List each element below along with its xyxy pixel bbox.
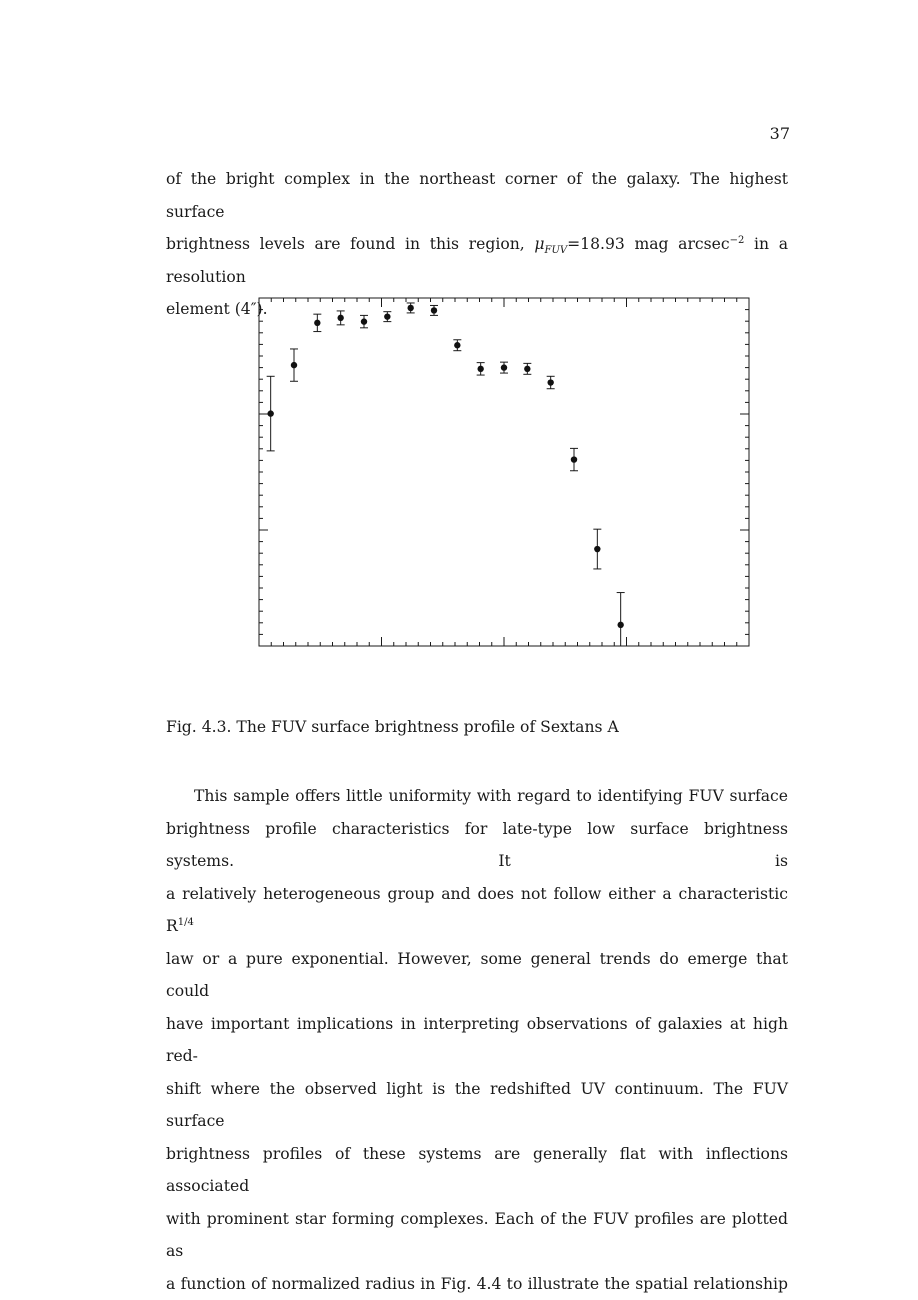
data-point bbox=[501, 364, 507, 370]
bottom-paragraph-line-4: law or a pure exponential. However, some general trends do emerge that could bbox=[166, 943, 788, 1008]
bottom-paragraph-line-2: brightness profile characteristics for late-type low surface brightness systems. It is bbox=[166, 813, 788, 878]
bottom-paragraph-line-8: with prominent star forming complexes. Each of the FUV profiles are plotted as bbox=[166, 1203, 788, 1268]
bottom-paragraph bbox=[166, 780, 788, 1300]
bottom-paragraph-line-7: brightness profiles of these systems are generally flat with inflections associated bbox=[166, 1138, 788, 1203]
bottom-paragraph-line-1: This sample offers little uniformity with regard to identifying FUV surface bbox=[166, 780, 788, 813]
arcsec-exponent: −2 bbox=[730, 235, 745, 246]
data-point bbox=[617, 622, 623, 628]
data-point bbox=[547, 379, 553, 385]
top-paragraph-line-2 bbox=[166, 228, 788, 293]
data-points bbox=[267, 303, 625, 646]
axis-ticks bbox=[259, 298, 749, 646]
bottom-paragraph-line-9: a function of normalized radius in Fig. 4.4 to illustrate the spatial relationship bbox=[166, 1268, 788, 1300]
surface-brightness-value: =18.93 mag arcsec bbox=[567, 235, 730, 253]
bottom-paragraph-line-5: have important implications in interpreting observations of galaxies at high red- bbox=[166, 1008, 788, 1073]
page-number: 37 bbox=[770, 124, 790, 143]
top-paragraph bbox=[166, 163, 788, 326]
line2-post: in a resolution bbox=[166, 235, 788, 286]
data-point bbox=[267, 410, 273, 416]
r-exponent: 1/4 bbox=[178, 917, 194, 928]
data-point bbox=[291, 362, 297, 368]
bottom-paragraph-line-6: shift where the observed light is the redshifted UV continuum. The FUV surface bbox=[166, 1073, 788, 1138]
mu-symbol: μ bbox=[534, 235, 544, 253]
plot-frame bbox=[259, 298, 749, 646]
data-point bbox=[524, 366, 530, 372]
top-paragraph-line-1: of the bright complex in the northeast corner of the galaxy. The highest surface bbox=[166, 163, 788, 228]
line3-text: a relatively heterogeneous group and does not follow either a characteristic R bbox=[166, 885, 788, 936]
data-point bbox=[454, 342, 460, 348]
data-point bbox=[594, 546, 600, 552]
figure-caption: Fig. 4.3. The FUV surface brightness profile of Sextans A bbox=[166, 718, 619, 736]
top-paragraph-line-3: element (4″). bbox=[166, 293, 788, 326]
data-point bbox=[477, 366, 483, 372]
data-point bbox=[571, 456, 577, 462]
bottom-paragraph-line-3 bbox=[166, 878, 788, 943]
line2-pre: brightness levels are found in this region, bbox=[166, 235, 534, 253]
mu-subscript: FUV bbox=[545, 245, 568, 256]
